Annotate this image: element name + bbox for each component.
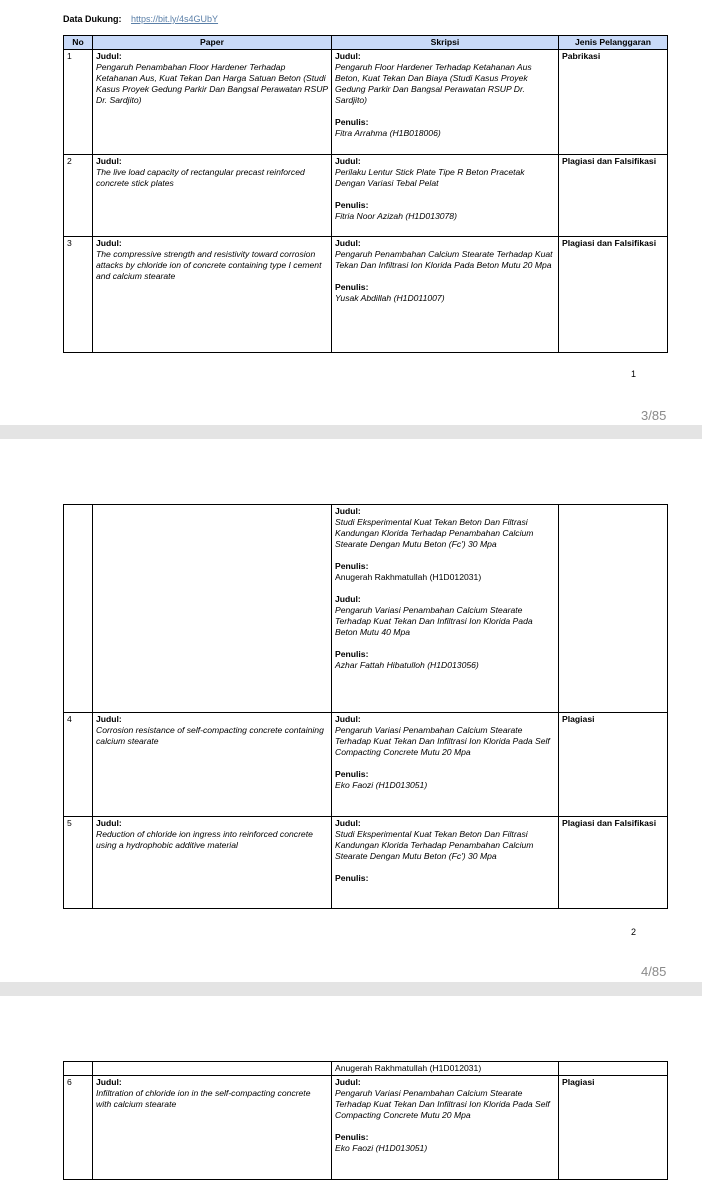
table-row: [64, 713, 668, 817]
page-number: 2: [631, 927, 637, 937]
violations-table-page-2: [63, 504, 668, 909]
jenis-cell: Plagiasi dan Falsifikasi: [559, 237, 668, 353]
violations-table-page-3: [63, 1061, 668, 1180]
judul-label: Judul:: [335, 156, 361, 166]
jenis-cell: Plagiasi: [559, 713, 668, 817]
data-dukung-link[interactable]: https://bit.ly/4s4GUbY: [131, 14, 219, 24]
skripsi-cell: [332, 1076, 559, 1180]
skripsi-cell: [332, 505, 559, 713]
skripsi-title: Pengaruh Variasi Penambahan Calcium Stearate Terhadap Kuat Tekan Dan Infiltrasi Ion Klorida Pada Self Compacting Concrete Mutu 20 Mpa: [335, 1088, 550, 1120]
penulis-label: Penulis:: [335, 873, 369, 883]
paper-cell: [93, 505, 332, 713]
paper-cell: [93, 817, 332, 909]
judul-label: Judul:: [96, 156, 122, 166]
skripsi-cell: [332, 817, 559, 909]
violations-table-page-1: [63, 35, 668, 353]
penulis-label: Penulis:: [335, 649, 369, 659]
page-number: 1: [631, 369, 637, 379]
table-row-continued: [64, 505, 668, 713]
column-header-no: No: [64, 36, 93, 50]
row-number: 1: [64, 50, 93, 155]
skripsi-title: Pengaruh Floor Hardener Terhadap Ketahanan Aus Beton, Kuat Tekan Dan Biaya (Studi Kasus Proyek Gedung Parkir Dan Bangsal Perawatan RSUP Dr. Sardjito): [335, 62, 532, 105]
data-dukung-label: Data Dukung:: [63, 14, 122, 24]
judul-label: Judul:: [335, 1077, 361, 1087]
judul-label: Judul:: [96, 818, 122, 828]
judul-label: Judul:: [96, 714, 122, 724]
paper-title: Corrosion resistance of self-compacting concrete containing calcium stearate: [96, 725, 324, 746]
paper-title: Infiltration of chloride ion in the self-compacting concrete with calcium stearate: [96, 1088, 311, 1109]
row-number: [64, 1062, 93, 1076]
skripsi-author: Eko Faozi (H1D013051): [335, 1143, 428, 1153]
jenis-cell: [559, 1062, 668, 1076]
judul-label: Judul:: [335, 818, 361, 828]
skripsi-title: Pengaruh Variasi Penambahan Calcium Stearate Terhadap Kuat Tekan Dan Infiltrasi Ion Klorida Pada Self Compacting Concrete Mutu 20 Mpa: [335, 725, 550, 757]
paper-title: Pengaruh Penambahan Floor Hardener Terhadap Ketahanan Aus, Kuat Tekan Dan Harga Satuan Beton (Studi Kasus Proyek Gedung Parkir Dan Bangsal Perawatan RSUP Dr. Sardjito): [96, 62, 328, 105]
penulis-label: Penulis:: [335, 282, 369, 292]
skripsi-author: Fitra Arrahma (H1B018006): [335, 128, 441, 138]
column-header-jenis: Jenis Pelanggaran: [559, 36, 668, 50]
judul-label: Judul:: [335, 238, 361, 248]
paper-title: Reduction of chloride ion ingress into reinforced concrete using a hydrophobic additive material: [96, 829, 313, 850]
row-number: 5: [64, 817, 93, 909]
skripsi-author: Yusak Abdillah (H1D011007): [335, 293, 445, 303]
paper-title: The live load capacity of rectangular precast reinforced concrete stick plates: [96, 167, 305, 188]
jenis-cell: [559, 505, 668, 713]
paper-cell: [93, 1062, 332, 1076]
judul-label: Judul:: [335, 51, 361, 61]
jenis-cell: Pabrikasi: [559, 50, 668, 155]
row-number: 6: [64, 1076, 93, 1180]
penulis-label: Penulis:: [335, 200, 369, 210]
table-row: [64, 50, 668, 155]
skripsi-cell: [332, 1062, 559, 1076]
skripsi-cell: [332, 713, 559, 817]
paper-cell: [93, 50, 332, 155]
penulis-label: Penulis:: [335, 769, 369, 779]
skripsi-title: Pengaruh Penambahan Calcium Stearate Terhadap Kuat Tekan Dan Infiltrasi Ion Klorida Pada Beton Mutu 20 Mpa: [335, 249, 553, 270]
table-header-row: [64, 36, 668, 50]
paper-title: The compressive strength and resistivity toward corrosion attacks by chloride ion of concrete containing type I cement and calcium stearate: [96, 249, 322, 281]
table-row-continued: [64, 1062, 668, 1076]
penulis-label: Penulis:: [335, 117, 369, 127]
skripsi-title: Pengaruh Variasi Penambahan Calcium Stearate Terhadap Kuat Tekan Dan Infiltrasi Ion Klorida Pada Beton Mutu 40 Mpa: [335, 605, 533, 637]
skripsi-author: Anugerah Rakhmatullah (H1D012031): [335, 572, 482, 582]
column-header-skripsi: Skripsi: [332, 36, 559, 50]
jenis-cell: Plagiasi dan Falsifikasi: [559, 817, 668, 909]
table-row: [64, 155, 668, 237]
skripsi-author: Azhar Fattah Hibatulloh (H1D013056): [335, 660, 479, 670]
judul-label: Judul:: [96, 1077, 122, 1087]
skripsi-title: Studi Eksperimental Kuat Tekan Beton Dan Filtrasi Kandungan Klorida Terhadap Penambahan Calcium Stearate Dengan Mutu Beton (Fc') 30 Mpa: [335, 829, 534, 861]
skripsi-title: Perilaku Lentur Stick Plate Tipe R Beton Pracetak Dengan Variasi Tebal Pelat: [335, 167, 525, 188]
row-number: 3: [64, 237, 93, 353]
skripsi-title: Studi Eksperimental Kuat Tekan Beton Dan Filtrasi Kandungan Klorida Terhadap Penambahan Calcium Stearate Dengan Mutu Beton (Fc') 30 Mpa: [335, 517, 534, 549]
jenis-cell: Plagiasi: [559, 1076, 668, 1180]
penulis-label: Penulis:: [335, 1132, 369, 1142]
row-number: [64, 505, 93, 713]
table-row: [64, 1076, 668, 1180]
judul-label: Judul:: [335, 714, 361, 724]
column-header-paper: Paper: [93, 36, 332, 50]
skripsi-author: Fitria Noor Azizah (H1D013078): [335, 211, 457, 221]
skripsi-author: Eko Faozi (H1D013051): [335, 780, 428, 790]
skripsi-cell: [332, 237, 559, 353]
table-row: [64, 237, 668, 353]
judul-label: Judul:: [335, 506, 361, 516]
skripsi-cell: [332, 155, 559, 237]
judul-label: Judul:: [335, 594, 361, 604]
paper-cell: [93, 1076, 332, 1180]
skripsi-cell: [332, 50, 559, 155]
paper-cell: [93, 155, 332, 237]
page-counter: 3/85: [641, 408, 667, 423]
penulis-label: Penulis:: [335, 561, 369, 571]
row-number: 4: [64, 713, 93, 817]
page-separator: [0, 982, 702, 996]
paper-cell: [93, 713, 332, 817]
jenis-cell: Plagiasi dan Falsifikasi: [559, 155, 668, 237]
paper-cell: [93, 237, 332, 353]
judul-label: Judul:: [96, 51, 122, 61]
judul-label: Judul:: [96, 238, 122, 248]
skripsi-author: Anugerah Rakhmatullah (H1D012031): [335, 1063, 482, 1073]
table-row: [64, 817, 668, 909]
row-number: 2: [64, 155, 93, 237]
page-separator: [0, 425, 702, 439]
page-counter: 4/85: [641, 964, 667, 979]
